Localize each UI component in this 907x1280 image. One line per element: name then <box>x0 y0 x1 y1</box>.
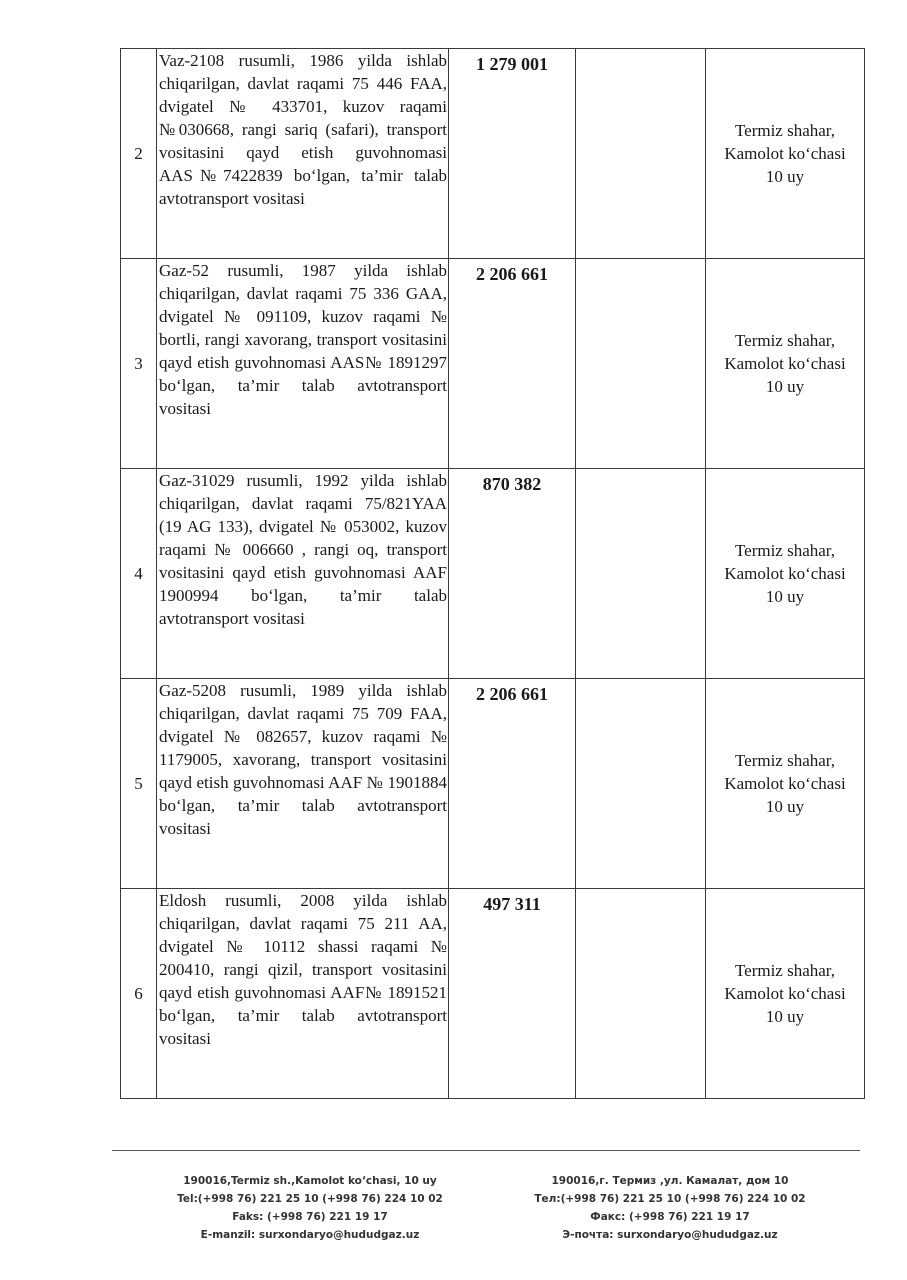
address-house: 10 uy <box>765 167 805 186</box>
vehicle-address <box>706 49 865 259</box>
footer-latin <box>160 1172 460 1244</box>
address-street: Kamolot ko‘chasi <box>724 564 846 583</box>
row-number: 3 <box>121 259 157 469</box>
row-number: 4 <box>121 469 157 679</box>
empty-cell <box>576 889 706 1099</box>
address-city: Termiz shahar, <box>734 961 836 980</box>
address-street: Kamolot ko‘chasi <box>724 774 846 793</box>
footer-address: 190016,г. Термиз ,ул. Камалат, дом 10 <box>551 1175 789 1187</box>
vehicle-description: Gaz-52 rusumli, 1987 yilda ishlab chiqarilgan, davlat raqami 75 336 GAA, dvigatel № 091109, kuzov raqami № bortli, rangi xavorang, transport vositasini qayd etish guvohnomasi AAS№ 1891297 bo‘lgan, ta’mir talab avtotransport vositasi <box>157 259 449 469</box>
footer-divider <box>112 1150 860 1151</box>
vehicle-table <box>120 48 865 1099</box>
address-city: Termiz shahar, <box>734 751 836 770</box>
vehicle-address <box>706 469 865 679</box>
footer-fax: Faks: (+998 76) 221 19 17 <box>232 1211 388 1223</box>
footer-email: E-manzil: surxondaryo@hududgaz.uz <box>200 1229 420 1241</box>
table-row <box>121 469 865 679</box>
vehicle-address <box>706 259 865 469</box>
row-number: 5 <box>121 679 157 889</box>
empty-cell <box>576 49 706 259</box>
empty-cell <box>576 679 706 889</box>
vehicle-price: 2 206 661 <box>449 259 576 469</box>
empty-cell <box>576 469 706 679</box>
address-street: Kamolot ko‘chasi <box>724 984 846 1003</box>
address-house: 10 uy <box>765 1007 805 1026</box>
footer-cyrillic <box>520 1172 820 1244</box>
address-street: Kamolot ko‘chasi <box>724 144 846 163</box>
address-house: 10 uy <box>765 587 805 606</box>
table-row <box>121 259 865 469</box>
vehicle-description: Vaz-2108 rusumli, 1986 yilda ishlab chiqarilgan, davlat raqami 75 446 FAA, dvigatel № 433701, kuzov raqami №030668, rangi sariq (safari), transport vositasini qayd etish guvohnomasi AAS№7422839 bo‘lgan, ta’mir talab avtotransport vositasi <box>157 49 449 259</box>
table-row <box>121 49 865 259</box>
address-house: 10 uy <box>765 377 805 396</box>
address-city: Termiz shahar, <box>734 331 836 350</box>
vehicle-description: Gaz-31029 rusumli, 1992 yilda ishlab chiqarilgan, davlat raqami 75/821YAA (19 AG 133), dvigatel № 053002, kuzov raqami № 006660 , rangi oq, transport vositasini qayd etish guvohnomasi AAF 1900994 bo‘lgan, ta’mir talab avtotransport vositasi <box>157 469 449 679</box>
address-street: Kamolot ko‘chasi <box>724 354 846 373</box>
footer-phone: Тел:(+998 76) 221 25 10 (+998 76) 224 10 02 <box>534 1193 806 1205</box>
address-house: 10 uy <box>765 797 805 816</box>
vehicle-price: 2 206 661 <box>449 679 576 889</box>
vehicle-description: Gaz-5208 rusumli, 1989 yilda ishlab chiqarilgan, davlat raqami 75 709 FAA, dvigatel № 082657, kuzov raqami № 1179005, xavorang, transport vositasini qayd etish guvohnomasi AAF № 1901884 bo‘lgan, ta’mir talab avtotransport vositasi <box>157 679 449 889</box>
vehicle-address <box>706 889 865 1099</box>
footer-email: Э-почта: surxondaryo@hududgaz.uz <box>562 1229 778 1241</box>
vehicle-description: Eldosh rusumli, 2008 yilda ishlab chiqarilgan, davlat raqami 75 211 AA, dvigatel № 10112 shassi raqami № 200410, rangi qizil, transport vositasini qayd etish guvohnomasi AAF№ 1891521 bo‘lgan, ta’mir talab avtotransport vositasi <box>157 889 449 1099</box>
footer-phone: Tel:(+998 76) 221 25 10 (+998 76) 224 10 02 <box>177 1193 443 1205</box>
address-city: Termiz shahar, <box>734 121 836 140</box>
vehicle-address <box>706 679 865 889</box>
row-number: 6 <box>121 889 157 1099</box>
vehicle-price: 1 279 001 <box>449 49 576 259</box>
table-row <box>121 679 865 889</box>
row-number: 2 <box>121 49 157 259</box>
footer-fax: Факс: (+998 76) 221 19 17 <box>590 1211 750 1223</box>
vehicle-price: 497 311 <box>449 889 576 1099</box>
empty-cell <box>576 259 706 469</box>
table-row <box>121 889 865 1099</box>
footer-address: 190016,Termiz sh.,Kamolot ko‘chasi, 10 uy <box>183 1175 437 1187</box>
vehicle-price: 870 382 <box>449 469 576 679</box>
address-city: Termiz shahar, <box>734 541 836 560</box>
